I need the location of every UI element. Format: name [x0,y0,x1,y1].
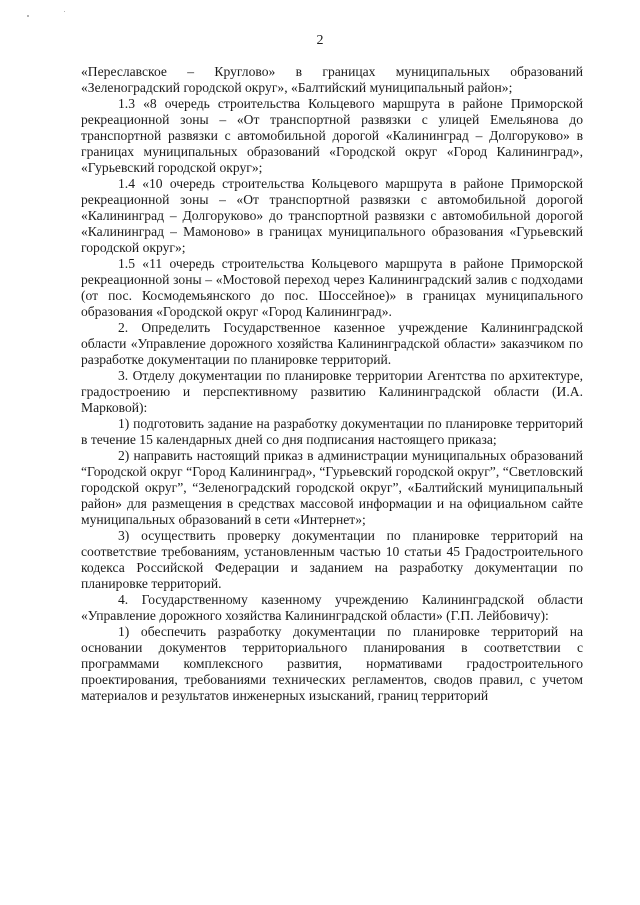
paragraph-item-1-3: 1.3 «8 очередь строительства Кольцевого маршрута в районе Приморской рекреационной зоны – «От транспортной развязки с улицей Емельянова до транспортной развязки с автомобильной дорогой «Калининград – Долгоруково» в границах муниципальных образований «Городской округ «Город Калининград», «Гурьевский городской округ»; [81,96,583,175]
page-number: 2 [316,33,324,48]
document-body [81,64,583,704]
paragraph-continuation: «Переславское – Круглово» в границах муниципальных образований «Зеленоградский городской округ», «Балтийский муниципальный район»; [81,64,583,95]
scan-speck [64,11,65,12]
paragraph-item-3-2: 2) направить настоящий приказ в администрации муниципальных образований “Городской округ “Город Калининград», “Гурьевский городской округ”, “Светловский городской округ”, “Зеленоградский городской округ”, «Балтийский муниципальный район» для размещения в средствах массовой информации и на официальном сайте муниципальных образований в сети «Интернет»; [81,448,583,527]
paragraph-item-1-4: 1.4 «10 очередь строительства Кольцевого маршрута в районе Приморской рекреационной зоны – «От транспортной развязки с автомобильной дорогой «Калининград – Долгоруково» до транспортной развязки с автомобильной дорогой «Калининград – Мамоново» в границах муниципального образования «Гурьевский городской округ»; [81,176,583,255]
paragraph-item-1-5: 1.5 «11 очередь строительства Кольцевого маршрута в районе Приморской рекреационной зоны – «Мостовой переход через Калининградский залив с подходами (от пос. Космодемьянского до пос. Шоссейное)» в границах муниципального образования «Городской округ «Город Калининград». [81,256,583,319]
paragraph-item-4: 4. Государственному казенному учреждению Калининградской области «Управление дорожного хозяйства Калининградской области» (Г.П. Лейбовичу): [81,592,583,623]
paragraph-item-3-3: 3) осуществить проверку документации по планировке территорий на соответствие требованиям, установленным частью 10 статьи 45 Градостроительного кодекса Российской Федерации и заданием на разработку документации по планировке территорий. [81,528,583,591]
scan-speck [27,15,29,17]
paragraph-item-2: 2. Определить Государственное казенное учреждение Калининградской области «Управление дорожного хозяйства Калининградской области» заказчиком по разработке документации по планировке территорий. [81,320,583,367]
paragraph-item-4-1: 1) обеспечить разработку документации по планировке территорий на основании документов территориального планирования в соответствии с программами комплексного развития, нормативами градостроительного проектирования, требованиями технических регламентов, сводов правил, с учетом материалов и результатов инженерных изысканий, границ территорий [81,624,583,703]
paragraph-item-3: 3. Отделу документации по планировке территории Агентства по архитектуре, градостроению и перспективному развитию Калининградской области (И.А. Марковой): [81,368,583,415]
paragraph-item-3-1: 1) подготовить задание на разработку документации по планировке территорий в течение 15 календарных дней со дня подписания настоящего приказа; [81,416,583,447]
